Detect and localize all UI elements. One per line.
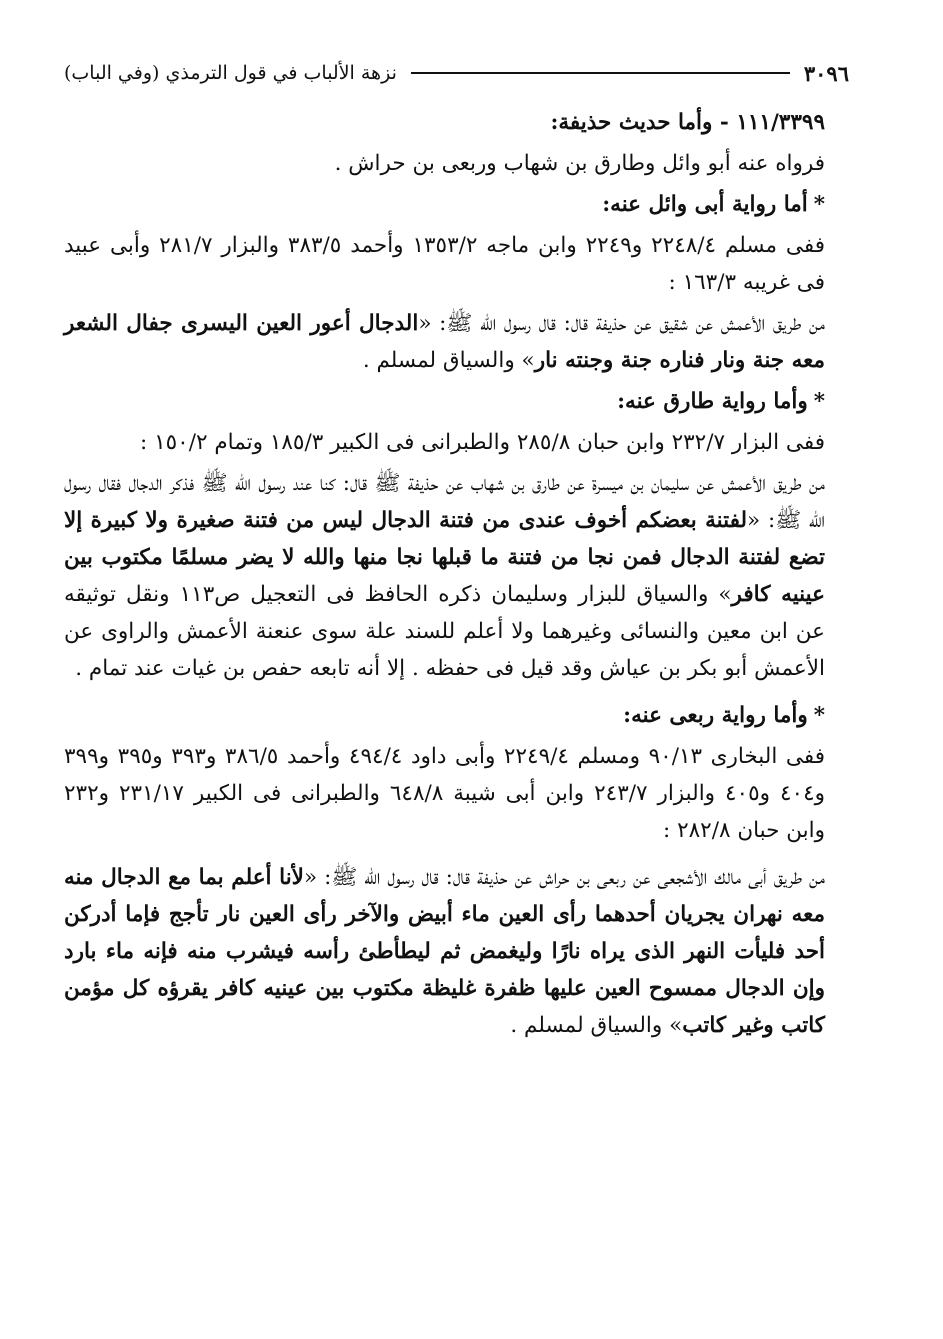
tariq-narration xyxy=(64,465,849,687)
tariq-sources: ففى البزار ٢٣٢/٧ وابن حبان ٢٨٥/٨ والطبرانى فى الكبير ١٨٥/٣ وتمام ١٥٠/٢ : xyxy=(139,430,825,455)
section-heading: ١١١/٣٣٩٩ - وأما حديث حذيفة: xyxy=(550,110,825,135)
running-title: نزهة الألباب في قول الترمذي (وفي الباب) xyxy=(64,62,397,84)
ribi-narration xyxy=(64,859,849,1044)
abu-wail-sources: ففى مسلم ٢٢٤٨/٤ و٢٢٤٩ وابن ماجه ١٣٥٣/٢ وأحمد ٣٨٣/٥ والبزار ٢٨١/٧ وأبى عبيد فى غريبه ١٦٣/٣ : xyxy=(64,233,826,295)
abu-wail-chain: من طريق الأعمش عن شقيق عن حذيفة قال: قال رسول الله ﷺ: « xyxy=(418,311,825,336)
abu-wail-heading-text: أما رواية أبى وائل عنه: xyxy=(602,192,808,217)
ribi-heading-text: وأما رواية ربعى عنه: xyxy=(623,703,808,728)
section-intro: فرواه عنه أبو وائل وطارق بن شهاب وربعى بن حراش . xyxy=(334,151,825,176)
tariq-heading xyxy=(64,383,849,420)
tariq-hadith: لفتنة بعضكم أخوف عندى من فتنة الدجال ليس من فتنة صغيرة ولا كبيرة إلا تضع لفتنة الدجال فمن نجا من فتنة ما قبلها نجا منها والله لا يضر مسلمًا مكتوب بين عينيه كافر xyxy=(64,508,825,607)
page-header xyxy=(64,56,849,90)
abu-wail-heading xyxy=(64,186,849,223)
ribi-hadith: لأنا أعلم بما مع الدجال منه معه نهران يجريان أحدهما رأى العين ماء أبيض والآخر رأى العين نار تأجج فإما أدركن أحد فليأت النهر الذى يراه نارًا وليغمض ثم ليطأطئ رأسه فيشرب منه فإنه ماء بارد وإن الدجال ممسوح العين عليها ظفرة غليظة مكتوب بين عينيه كافر يقرؤه كل مؤمن كاتب وغير كاتب xyxy=(64,865,825,1038)
page-body xyxy=(64,104,849,1044)
abu-wail-tail: » والسياق لمسلم . xyxy=(362,348,535,373)
ribi-chain: من طريق أبى مالك الأشجعى عن ربعى بن حراش عن حذيفة قال: قال رسول الله ﷺ: « xyxy=(303,865,825,890)
ribi-heading xyxy=(64,697,849,734)
tariq-chain: من طريق الأعمش عن سليمان بن ميسرة عن طارق بن شهاب عن حذيفة ﷺ قال: كنا عند رسول الله ﷺ فذكر الدجال فقال رسول الله ﷺ: « xyxy=(64,471,825,533)
ribi-sources: ففى البخارى ٩٠/١٣ ومسلم ٢٢٤٩/٤ وأبى داود ٤٩٤/٤ وأحمد ٣٨٦/٥ و٣٩٣ و٣٩٥ و٣٩٩ و٤٠٤ و٤٠٥ والبزار ٢٤٣/٧ وابن أبى شيبة ٦٤٨/٨ والطبرانى فى الكبير ٢٣١/١٧ و٢٣٢ وابن حبان ٢٨٢/٨ : xyxy=(64,744,826,843)
asterisk-icon: * xyxy=(813,703,825,728)
asterisk-icon: * xyxy=(813,389,825,414)
ribi-tail: » والسياق لمسلم . xyxy=(510,1013,683,1038)
tariq-heading-text: وأما رواية طارق عنه: xyxy=(617,389,808,414)
abu-wail-narration xyxy=(64,305,849,379)
header-rule xyxy=(411,72,790,74)
tariq-tail: » والسياق للبزار وسليمان ذكره الحافظ فى التعجيل ص١١٣ ونقل توثيقه عن ابن معين والنسائى وغيرهما ولا أعلم للسند علة سوى عنعنة الأعمش والراوى عن الأعمش أبو بكر بن عياش وقد قيل فى حفظه . إلا أنه تابعه حفص بن غيات عند تمام . xyxy=(64,582,825,681)
page-number: ٣٠٩٦ xyxy=(803,60,849,86)
asterisk-icon: * xyxy=(813,192,825,217)
abu-wail-hadith: الدجال أعور العين اليسرى جفال الشعر معه جنة ونار فناره جنة وجنته نار xyxy=(64,311,825,373)
